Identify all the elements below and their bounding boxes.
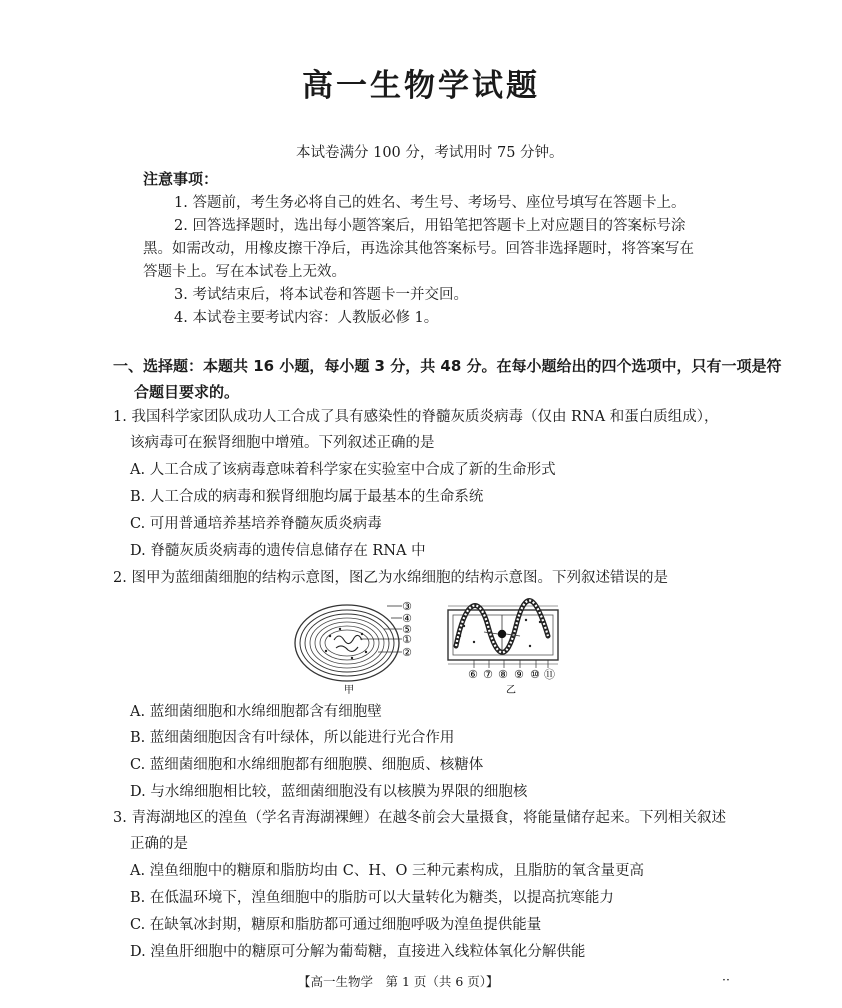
notice-heading: 注意事项： [143, 170, 219, 188]
footer-mark: ·· [722, 972, 730, 987]
q2-option-c: C. 蓝细菌细胞和水绵细胞都有细胞膜、细胞质、核糖体 [130, 757, 484, 773]
q1-stem-line-1: 1. 我国科学家团队成功人工合成了具有感染性的脊髓灰质炎病毒（仅由 RNA 和蛋白质组成）， [113, 409, 719, 425]
q2-stem-line-1: 2. 图甲为蓝细菌细胞的结构示意图，图乙为水绵细胞的结构示意图。下列叙述错误的是 [113, 570, 668, 586]
q1-option-a: A. 人工合成了该病毒意味着科学家在实验室中合成了新的生命形式 [130, 462, 556, 478]
exam-info: 本试卷满分 100 分，考试用时 75 分钟。 [296, 145, 564, 161]
notice-item-1: 1. 答题前，考生务必将自己的姓名、考生号、考场号、座位号填写在答题卡上。 [174, 195, 686, 211]
q2-option-a: A. 蓝细菌细胞和水绵细胞都含有细胞壁 [130, 704, 382, 720]
q2-option-d: D. 与水绵细胞相比较，蓝细菌细胞没有以核膜为界限的细胞核 [130, 784, 528, 800]
jia-label-4: ④ [402, 612, 412, 625]
notice-item-2-line-2: 黑。如需改动，用橡皮擦干净后，再选涂其他答案标号。回答非选择题时，将答案写在 [143, 241, 694, 257]
yi-label-7: ⑦ [483, 668, 493, 681]
yi-label-6: ⑥ [468, 668, 478, 681]
q1-stem-line-2: 该病毒可在猴肾细胞中增殖。下列叙述正确的是 [130, 435, 435, 451]
jia-label-2: ② [402, 646, 412, 659]
page-footer: 【高一生物学 第 1 页（共 6 页）】 [298, 974, 499, 989]
notice-item-2-line-1: 2. 回答选择题时，选出每小题答案后，用铅笔把答题卡上对应题目的答案标号涂 [174, 218, 686, 234]
page-title: 高一生物学试题 [302, 68, 540, 104]
q3-stem-line-2: 正确的是 [130, 836, 188, 852]
figure-yi-spirogyra [444, 596, 566, 696]
q1-option-d: D. 脊髓灰质炎病毒的遗传信息储存在 RNA 中 [130, 543, 426, 559]
q1-option-b: B. 人工合成的病毒和猴肾细胞均属于最基本的生命系统 [130, 489, 484, 505]
jia-label-1: ① [402, 633, 412, 646]
q1-option-c: C. 可用普通培养基培养脊髓灰质炎病毒 [130, 516, 382, 532]
yi-label-10: ⑩ [530, 668, 540, 681]
q3-option-b: B. 在低温环境下，湟鱼细胞中的脂肪可以大量转化为糖类，以提高抗寒能力 [130, 890, 614, 906]
section-heading-line-1: 一、选择题：本题共 16 小题，每小题 3 分，共 48 分。在每小题给出的四个选项中，只有一项是符 [113, 357, 782, 375]
q3-option-a: A. 湟鱼细胞中的糖原和脂肪均由 C、H、O 三种元素构成，且脂肪的氧含量更高 [130, 863, 645, 879]
section-heading-line-2: 合题目要求的。 [134, 383, 240, 401]
notice-item-3: 3. 考试结束后，将本试卷和答题卡一并交回。 [174, 287, 468, 303]
notice-item-2-line-3: 答题卡上。写在本试卷上无效。 [143, 264, 346, 280]
yi-label-8: ⑧ [498, 668, 508, 681]
jia-label-3: ③ [402, 600, 412, 613]
q2-option-b: B. 蓝细菌细胞因含有叶绿体，所以能进行光合作用 [130, 730, 455, 746]
q3-option-d: D. 湟鱼肝细胞中的糖原可分解为葡萄糖，直接进入线粒体氧化分解供能 [130, 944, 586, 960]
q3-option-c: C. 在缺氧冰封期，糖原和脂肪都可通过细胞呼吸为湟鱼提供能量 [130, 917, 542, 933]
yi-label-11: ⑪ [544, 668, 555, 681]
figure-jia-cyanobacterium [292, 596, 424, 696]
yi-caption: 乙 [506, 685, 516, 696]
jia-caption: 甲 [344, 685, 354, 696]
notice-item-4: 4. 本试卷主要考试内容：人教版必修 1。 [174, 310, 439, 326]
yi-label-9: ⑨ [514, 668, 524, 681]
jia-label-5: ⑤ [402, 623, 412, 636]
q3-stem-line-1: 3. 青海湖地区的湟鱼（学名青海湖裸鲤）在越冬前会大量摄食，将能量储存起来。下列相关叙述 [113, 810, 726, 826]
